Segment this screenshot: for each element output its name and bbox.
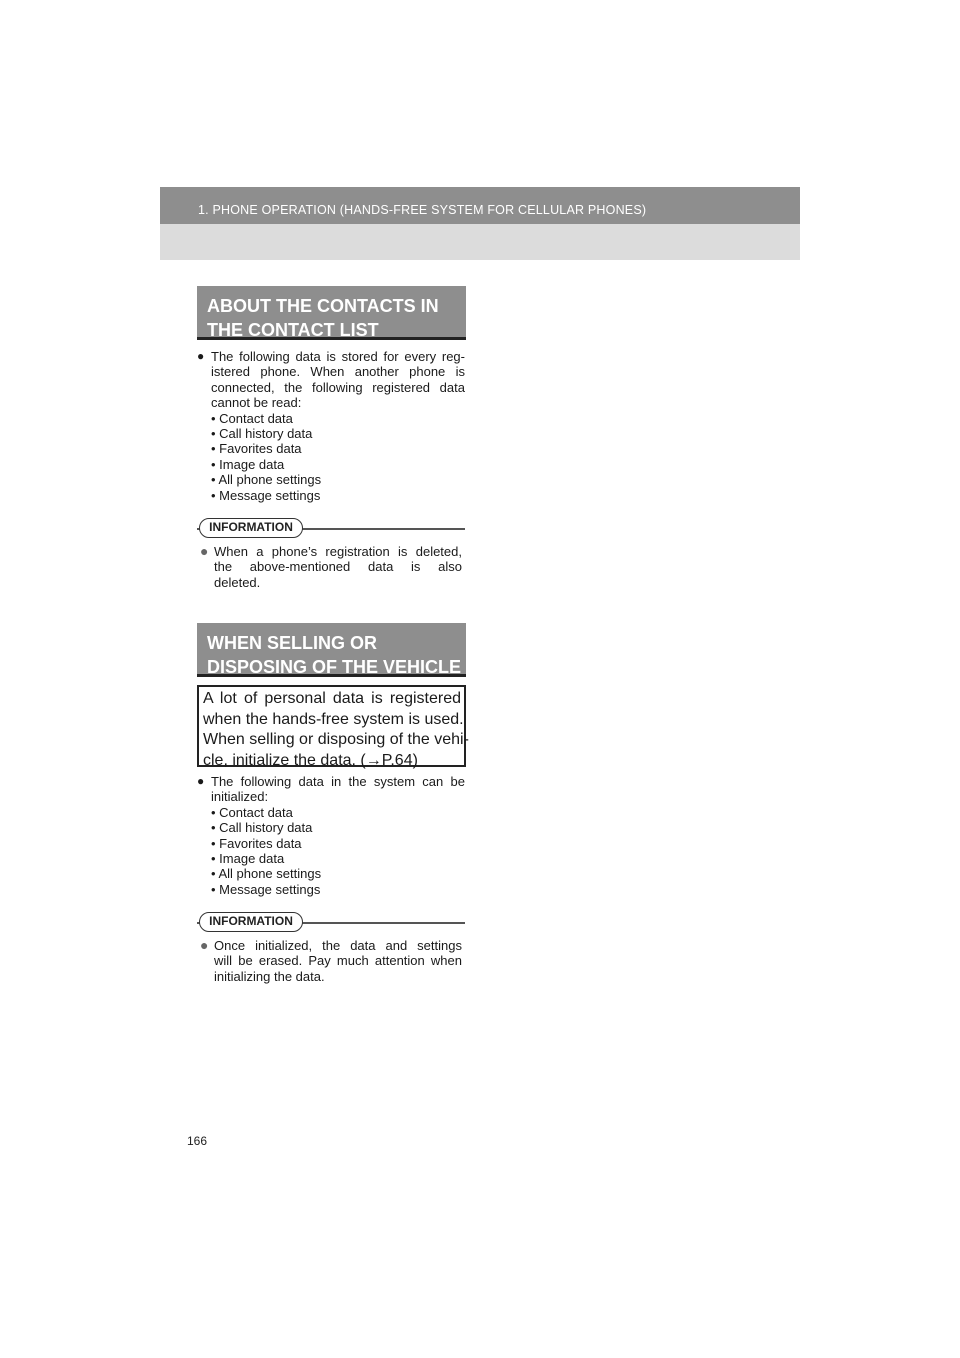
information-note [200,544,462,590]
filled-circle-icon: ● [197,349,205,363]
information-line: initializing the data. [214,968,325,984]
information-line: deleted. [214,574,261,590]
header-strip [160,187,800,224]
list-item: • Image data [211,851,285,867]
caution-note-box [197,685,469,769]
information-badge: INFORMATION [199,912,303,932]
section-title-line: WHEN SELLING OR [207,633,377,653]
paragraph-line: istered phone. When another phone is [211,364,465,380]
section-title-selling [197,623,466,677]
information-line: the above-mentioned data is also [214,559,462,575]
initialize-data-bullet [197,774,465,897]
list-item: • Contact data [211,804,293,820]
filled-circle-icon: ● [200,543,209,559]
list-item: • Call history data [211,820,313,836]
information-line: When a phone’s registration is deleted, [214,544,462,559]
note-line: when the hands-free system is used. [203,710,464,728]
list-item: • Image data [211,456,285,472]
note-line: When selling or disposing of the vehi- [203,731,469,748]
chapter-title: 1. PHONE OPERATION (HANDS-FREE SYSTEM FOR CELLULAR PHONES) [198,203,647,217]
list-item: • Favorites data [211,441,302,457]
note-line: A lot of personal data is registered [203,690,461,707]
list-item: • Favorites data [211,835,302,851]
paragraph-line: The following data is stored for every reg- [211,349,465,364]
paragraph-line: initialized: [211,789,269,805]
filled-circle-icon: ● [200,937,209,953]
information-badge: INFORMATION [199,518,303,538]
section-title-line: DISPOSING OF THE VEHICLE [207,657,462,677]
header-band [160,187,800,260]
section-title-line: THE CONTACT LIST [207,320,379,340]
list-item: • Message settings [211,881,321,897]
section-title-contacts [197,286,466,340]
filled-circle-icon: ● [197,774,205,788]
page-number: 166 [187,1134,208,1148]
paragraph-line: cannot be read: [211,395,302,411]
list-item: • Message settings [211,487,321,503]
paragraph-line: The following data in the system can be [211,774,465,789]
list-item: • All phone settings [211,866,322,882]
list-item: • Call history data [211,426,313,442]
section-title-line: ABOUT THE CONTACTS IN [207,296,439,316]
list-item: • Contact data [211,410,293,426]
information-line: Once initialized, the data and settings [214,938,462,953]
list-item: • All phone settings [211,472,322,488]
information-line: will be erased. Pay much attention when [214,953,462,969]
information-note [200,938,462,984]
note-line: cle, initialize the data. (→P.64) [203,751,418,769]
stored-data-bullet [197,349,465,503]
paragraph-line: connected, the following registered data [211,379,465,395]
